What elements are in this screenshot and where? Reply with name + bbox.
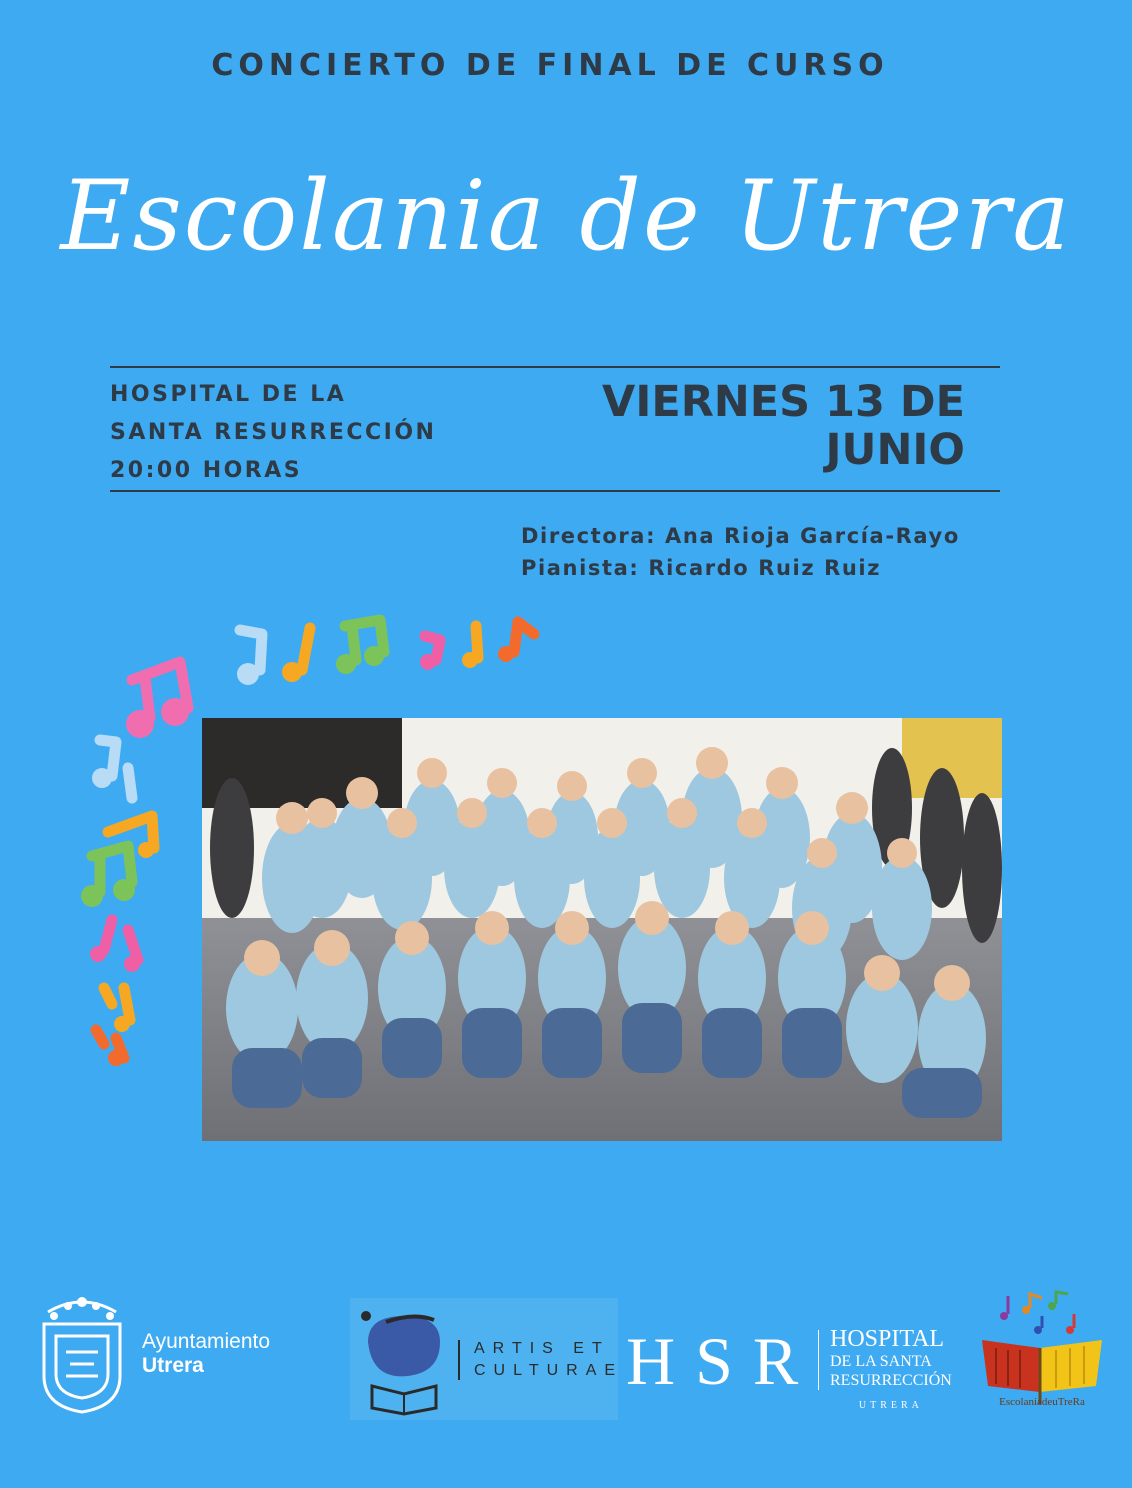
artis-label (474, 1338, 623, 1382)
hsr-mark: HSR (626, 1323, 819, 1399)
venue-block (110, 376, 510, 490)
music-note-icon (92, 740, 132, 798)
hsr-divider (818, 1330, 819, 1390)
music-note-icon (498, 622, 534, 662)
artis-line-1: ARTIS ET (474, 1340, 610, 1357)
music-note-icon (237, 630, 262, 685)
escolania-caption: EscolaniadeuTreRa (999, 1396, 1085, 1408)
venue-line-1: HOSPITAL DE LA (110, 382, 347, 407)
bottom-divider (110, 490, 1000, 492)
choir-title: Escolania de Utrera (60, 160, 1072, 272)
ayuntamiento-label (142, 1330, 270, 1378)
hsr-line-3: RESURRECCIÓN (830, 1372, 952, 1389)
palette-book-icon (358, 1302, 450, 1416)
music-note-icon (282, 628, 310, 682)
venue-time: 20:00 HORAS (110, 458, 303, 483)
hsr-line-1: HOSPITAL (830, 1326, 945, 1352)
music-note-icon (462, 626, 478, 668)
ayuntamiento-line-1: Ayuntamiento (142, 1330, 271, 1353)
choir-photo (202, 718, 1002, 1141)
artis-divider (458, 1340, 460, 1380)
date-line-1: VIERNES 13 DE (602, 377, 965, 427)
concert-subtitle: CONCIERTO DE FINAL DE CURSO (211, 48, 889, 83)
top-divider (110, 366, 1000, 368)
date-line-2: JUNIO (825, 425, 965, 475)
ayuntamiento-crest-icon (36, 1290, 128, 1416)
ayuntamiento-line-2: Utrera (142, 1354, 204, 1377)
hsr-line-2: DE LA SANTA (830, 1353, 932, 1370)
music-note-icon (81, 846, 135, 907)
artis-line-2: CULTURAE (474, 1362, 624, 1379)
director-credit: Directora: Ana Rioja García-Rayo (521, 524, 960, 548)
music-note-icon (420, 636, 440, 670)
pianist-credit: Pianista: Ricardo Ruiz Ruiz (521, 556, 882, 580)
sponsor-logos (0, 1280, 1132, 1440)
venue-line-2: SANTA RESURRECCIÓN (110, 420, 437, 445)
credits-block (521, 520, 1081, 584)
music-note-icon (126, 662, 189, 738)
music-note-icon (104, 988, 130, 1032)
hsr-line-4: UTRERA (858, 1400, 923, 1411)
date-block (560, 378, 965, 474)
music-note-icon (96, 1030, 124, 1066)
hsr-label (830, 1326, 952, 1415)
music-note-icon (336, 620, 384, 674)
music-note-icon (90, 920, 140, 972)
